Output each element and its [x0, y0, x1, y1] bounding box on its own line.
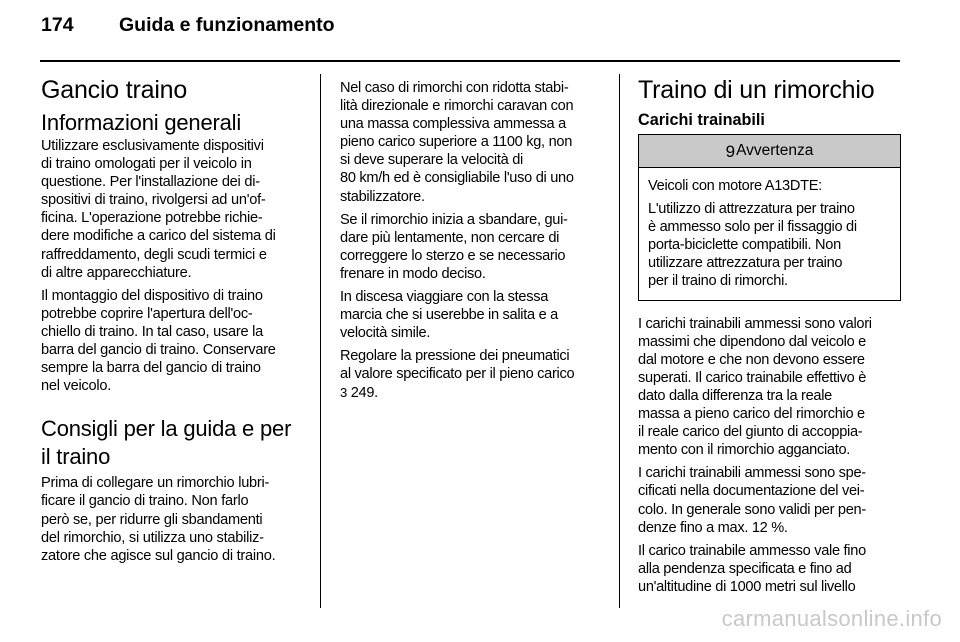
text-line: correggere lo sterzo e se necessario	[340, 247, 566, 264]
text-line: zatore che agisce sul gancio di traino.	[41, 547, 276, 564]
text-line: sempre la barra del gancio di traino	[41, 360, 261, 377]
warning-label: Avvertenza	[736, 142, 814, 159]
text-line: mento con il rimorchio agganciato.	[638, 442, 851, 459]
warning-body	[639, 168, 900, 300]
page-number: 174	[41, 14, 74, 36]
text-line: potrebbe coprire l'apertura dell'oc-	[41, 305, 253, 322]
text-line: porta-biciclette compatibili. Non	[648, 237, 841, 254]
text-line: di altre apparecchiature.	[41, 264, 192, 281]
header-rule	[40, 60, 900, 62]
text-line: massimi che dipendono dal veicolo e	[638, 333, 867, 350]
text-line: utilizzare attrezzatura per traino	[648, 255, 843, 272]
text-line: velocità simile.	[340, 325, 431, 342]
text-line: per il traino di rimorchi.	[648, 273, 788, 290]
text-line: raffreddamento, degli scudi termici e	[41, 246, 267, 263]
warning-header	[639, 135, 900, 168]
paragraph	[41, 474, 304, 564]
paragraph	[340, 288, 603, 342]
text-line: questione. Per l'installazione dei di-	[41, 174, 260, 191]
heading-driving-tips	[41, 415, 304, 471]
column-divider-1	[320, 74, 321, 608]
warning-icon: 9	[725, 141, 736, 161]
text-line: Il carico trainabile ammesso vale fino	[638, 542, 866, 559]
text-line: di traino omologati per il veicolo in	[41, 156, 252, 173]
text-line: il reale carico del giunto di accoppia-	[638, 424, 863, 441]
text-line: I carichi trainabili ammessi sono valori	[638, 315, 872, 332]
text-line: superati. Il carico trainabile effettivo è	[638, 369, 867, 386]
text-line: si deve superare la velocità di	[340, 152, 523, 169]
text-line: 80 km/h ed è consigliabile l'uso di uno	[340, 170, 574, 187]
text-line: cificati nella documentazione del vei-	[638, 483, 865, 500]
text-line: ficina. L'operazione potrebbe richie-	[41, 210, 263, 227]
text-line: al valore specificato per il pieno carico	[340, 366, 575, 383]
paragraph	[340, 211, 603, 283]
text-line: del rimorchio, si utilizza uno stabiliz-	[41, 529, 264, 546]
section-heading-towing: Traino di un rimorchio	[638, 76, 875, 104]
text-line: un'altitudine di 1000 metri sul livello	[638, 578, 856, 595]
paragraph	[41, 287, 304, 396]
text-line: I carichi trainabili ammessi sono spe-	[638, 465, 866, 482]
text-line: massa a pieno carico del rimorchio e	[638, 406, 865, 423]
text-line: Il montaggio del dispositivo di traino	[41, 287, 263, 304]
heading-line: il traino	[41, 444, 111, 470]
warning-text	[648, 200, 891, 290]
text-line: denze fino a max. 12 %.	[638, 519, 788, 536]
text-line: chiello di traino. In tal caso, usare la	[41, 323, 264, 340]
column-3	[638, 73, 901, 601]
text-line: In discesa viaggiare con la stessa	[340, 289, 549, 306]
text-line: Se il rimorchio inizia a sbandare, gui-	[340, 211, 568, 228]
text-line: dal motore e che non devono essere	[638, 351, 865, 368]
warning-box	[638, 134, 901, 301]
text-line: però se, per ridurre gli sbandamenti	[41, 511, 263, 528]
text-line: pieno carico superiore a 1100 kg, non	[340, 134, 573, 151]
text-line: frenare in modo deciso.	[340, 265, 486, 282]
page-title: Gancio traino	[41, 76, 188, 104]
text-line: stabilizzatore.	[340, 188, 425, 205]
text-line: barra del gancio di traino. Conservare	[41, 342, 276, 359]
text-line: alla pendenza specificata e fino ad	[638, 560, 852, 577]
paragraph	[41, 137, 304, 282]
text-line: colo. In generale sono validi per pen-	[638, 501, 866, 518]
heading-line: Consigli per la guida e per	[41, 416, 292, 442]
column-divider-2	[619, 74, 620, 608]
watermark: carmanualsonline.info	[721, 606, 942, 631]
paragraph	[340, 79, 603, 206]
text-line: una massa complessiva ammessa a	[340, 116, 566, 133]
paragraph	[638, 315, 901, 460]
section-title: Guida e funzionamento	[119, 14, 335, 36]
text-line: dere modifiche a carico del sistema di	[41, 228, 276, 245]
paragraph	[638, 542, 901, 596]
text-line: Prima di collegare un rimorchio lubri-	[41, 475, 270, 492]
text-line: dare più lentamente, non cercare di	[340, 229, 560, 246]
text-line: è ammesso solo per il fissaggio di	[648, 219, 857, 236]
text-line: lità direzionale e rimorchi caravan con	[340, 98, 574, 115]
text-line: L'utilizzo di attrezzatura per traino	[648, 201, 855, 218]
column-1	[41, 73, 304, 570]
text-line: Regolare la pressione dei pneumatici	[340, 348, 570, 365]
warning-text: Veicoli con motore A13DTE:	[648, 178, 822, 194]
text-line: nel veicolo.	[41, 378, 112, 395]
paragraph	[638, 464, 901, 536]
text-line: ficare il gancio di traino. Non farlo	[41, 493, 249, 510]
column-2	[340, 79, 603, 407]
subtitle-general-info: Informazioni generali	[41, 110, 242, 135]
text-line: spositivi di traino, rivolgersi ad un'of-	[41, 192, 266, 209]
page-reference-link[interactable]: 249.	[346, 384, 378, 401]
text-line: marcia che si userebbe in salita e a	[340, 307, 558, 324]
text-line: Nel caso di rimorchi con ridotta stabi-	[340, 80, 569, 96]
subheading-towing-loads: Carichi trainabili	[638, 111, 765, 129]
text-line: Utilizzare esclusivamente dispositivi	[41, 138, 264, 154]
paragraph	[340, 347, 603, 401]
page-ref-arrow-icon: 3	[340, 384, 347, 400]
text-line: dato dalla differenza tra la reale	[638, 387, 832, 404]
